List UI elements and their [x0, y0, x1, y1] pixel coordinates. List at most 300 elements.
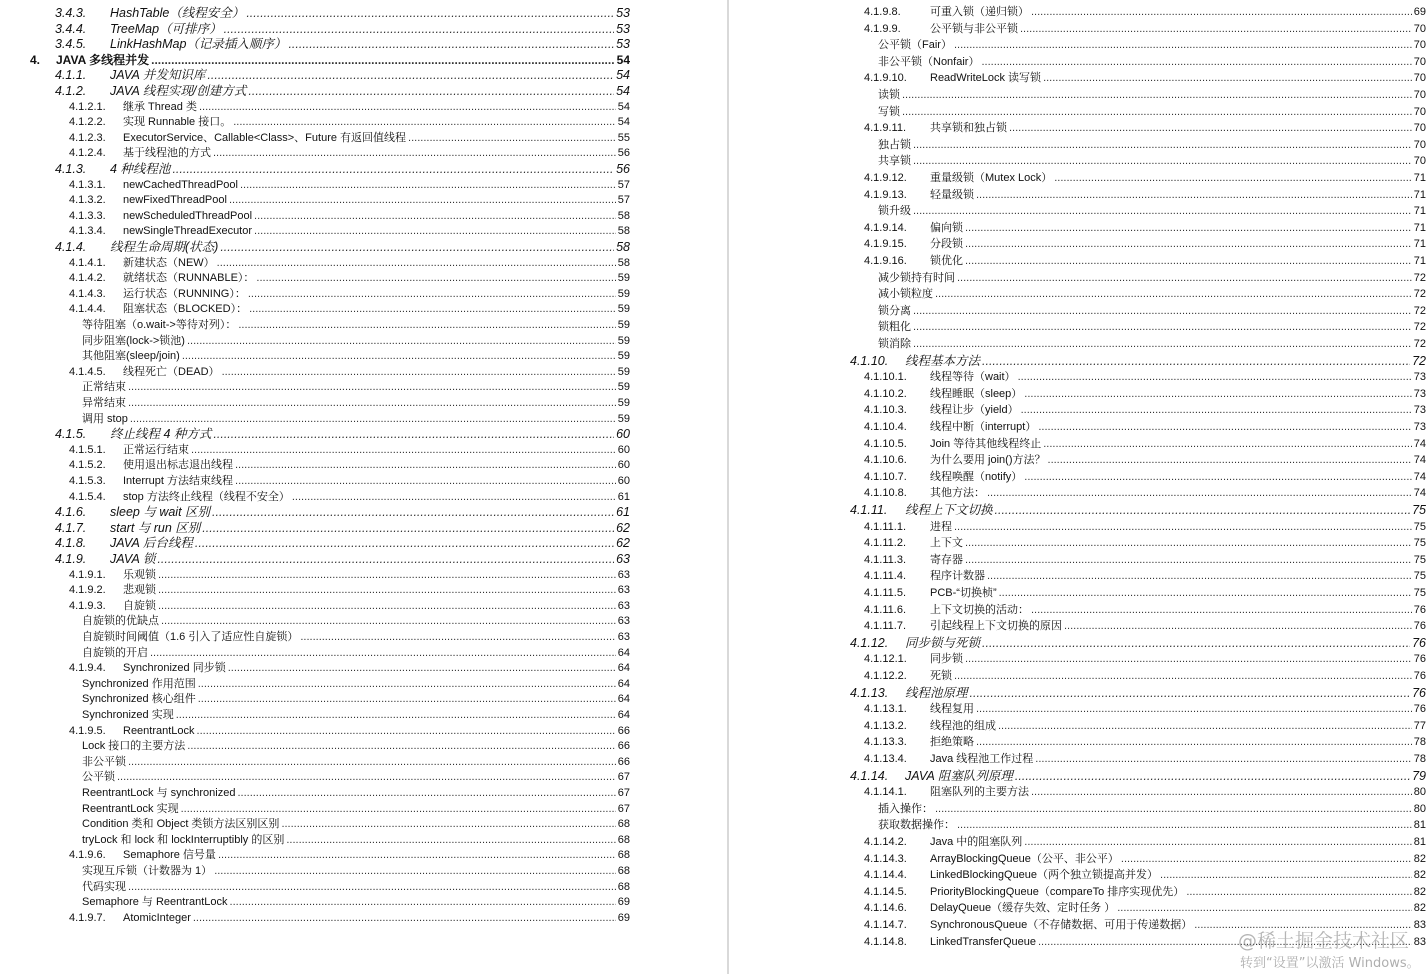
- toc-leader-dots: [248, 84, 614, 98]
- toc-entry[interactable]: [55, 22, 630, 36]
- toc-leader-dots: [987, 486, 1412, 500]
- toc-leader-dots: [158, 599, 616, 613]
- toc-entry-number: 4.1.2.3.: [69, 131, 106, 144]
- toc-entry-page: 59: [617, 397, 630, 409]
- toc-entry-number: 4.1.11.: [850, 503, 888, 517]
- toc-entry-page: 75: [1413, 570, 1426, 583]
- toc-entry[interactable]: [864, 586, 1426, 600]
- toc-entry-title: TreeMap（可排序）: [110, 21, 222, 36]
- toc-entry[interactable]: [82, 802, 630, 816]
- toc-entry-number: 4.1.9.7.: [69, 911, 106, 924]
- toc-entry-title: 自旋锁的优缺点: [82, 615, 159, 628]
- toc-entry-title: 悲观锁: [123, 584, 156, 597]
- toc-entry[interactable]: [864, 852, 1426, 866]
- toc-leader-dots: [254, 209, 616, 223]
- toc-entry-number: 4.1.9.4.: [69, 662, 106, 675]
- toc-entry[interactable]: [864, 735, 1426, 749]
- toc-leader-dots: [229, 193, 616, 207]
- toc-entry[interactable]: [864, 885, 1426, 899]
- toc-entry-number: 4.1.9.9.: [864, 22, 901, 35]
- toc-entry[interactable]: [864, 420, 1426, 434]
- toc-leader-dots: [1043, 71, 1412, 85]
- toc-entry-number: 4.1.4.5.: [69, 365, 106, 378]
- toc-entry[interactable]: [82, 646, 630, 660]
- toc-entry[interactable]: [864, 470, 1426, 484]
- toc-entry[interactable]: [55, 162, 630, 176]
- toc-entry-title: LinkedTransferQueue: [930, 935, 1036, 948]
- toc-entry-title: 死锁: [930, 670, 952, 682]
- toc-entry-page: 70: [1413, 22, 1426, 35]
- toc-entry[interactable]: [69, 224, 630, 238]
- toc-entry[interactable]: [878, 337, 1426, 351]
- toc-entry[interactable]: [69, 115, 630, 129]
- toc-entry[interactable]: [82, 630, 630, 644]
- toc-entry[interactable]: [864, 121, 1426, 135]
- toc-leader-dots: [1043, 437, 1412, 451]
- toc-entry-page: 59: [617, 272, 630, 285]
- toc-entry-number: 4.1.12.: [850, 635, 889, 650]
- toc-entry-title: 运行状态（RUNNING）：: [123, 287, 246, 300]
- toc-entry[interactable]: [864, 520, 1426, 534]
- toc-entry-number: 3.4.5.: [55, 37, 87, 52]
- toc-entry-number: 4.1.12.1.: [864, 653, 907, 666]
- toc-entry[interactable]: [878, 204, 1426, 218]
- toc-entry[interactable]: [55, 536, 630, 550]
- toc-entry[interactable]: [69, 911, 630, 925]
- toc-entry-page: 74: [1413, 454, 1426, 467]
- toc-entry-title: newSingleThreadExecutor: [123, 225, 253, 238]
- toc-entry[interactable]: [850, 503, 1426, 517]
- toc-entry-page: 59: [617, 303, 630, 316]
- toc-entry-page: 72: [1413, 271, 1426, 284]
- toc-leader-dots: [981, 55, 1411, 69]
- toc-entry-title: 正常结束: [82, 381, 126, 394]
- toc-leader-dots: [1048, 453, 1412, 467]
- toc-entry-title: 减小锁粒度: [878, 288, 933, 301]
- toc-entry[interactable]: [878, 818, 1426, 832]
- toc-entry[interactable]: [69, 131, 630, 145]
- toc-entry-page: 79: [1412, 768, 1426, 783]
- toc-leader-dots: [182, 349, 616, 363]
- toc-entry-page: 82: [1413, 852, 1426, 865]
- toc-entry[interactable]: [864, 221, 1426, 235]
- toc-leader-dots: [161, 614, 616, 628]
- toc-leader-dots: [181, 802, 616, 816]
- toc-entry[interactable]: [864, 536, 1426, 550]
- toc-entry-number: 4.1.4.4.: [69, 303, 106, 316]
- toc-entry-number: 4.1.14.6.: [864, 902, 907, 915]
- toc-leader-dots: [240, 178, 616, 192]
- toc-entry[interactable]: [864, 835, 1426, 849]
- toc-entry[interactable]: [864, 569, 1426, 583]
- toc-leader-dots: [195, 536, 614, 550]
- toc-leader-dots: [1186, 885, 1411, 899]
- toc-entry-title: 等待阻塞（o.wait->等待对列）：: [82, 319, 237, 331]
- toc-entry[interactable]: [82, 817, 630, 831]
- toc-entry[interactable]: [878, 802, 1426, 816]
- toc-entry-page: 60: [617, 459, 630, 472]
- toc-entry[interactable]: [69, 848, 630, 862]
- toc-entry-number: 4.1.11.7.: [864, 620, 906, 633]
- toc-entry[interactable]: [82, 880, 630, 894]
- toc-leader-dots: [193, 911, 616, 925]
- toc-entry-number: 4.1.11.3.: [864, 553, 906, 566]
- toc-leader-dots: [965, 254, 1412, 268]
- toc-entry[interactable]: [864, 486, 1426, 500]
- toc-entry-page: 58: [617, 225, 630, 238]
- toc-entry[interactable]: [69, 458, 630, 472]
- toc-entry[interactable]: [55, 68, 630, 82]
- toc-leader-dots: [187, 334, 616, 348]
- toc-entry-page: 54: [616, 68, 630, 83]
- toc-entry-page: 63: [617, 584, 630, 597]
- toc-entry-title: 锁升级: [878, 205, 911, 218]
- toc-entry[interactable]: [864, 5, 1426, 19]
- toc-entry[interactable]: [82, 895, 630, 909]
- toc-entry[interactable]: [82, 677, 630, 691]
- toc-entry[interactable]: [69, 209, 630, 223]
- toc-entry[interactable]: [55, 240, 630, 254]
- toc-entry-number: 4.1.11.1.: [864, 520, 906, 533]
- toc-leader-dots: [230, 895, 616, 909]
- toc-entry-title: 终止线程 4 种方式: [110, 427, 212, 442]
- toc-entry[interactable]: [82, 412, 630, 426]
- toc-entry[interactable]: [69, 271, 630, 285]
- toc-entry[interactable]: [82, 708, 630, 722]
- toc-entry-number: 4.1.14.1.: [864, 786, 907, 799]
- toc-entry[interactable]: [69, 100, 630, 114]
- toc-entry-page: 53: [616, 21, 630, 36]
- toc-leader-dots: [233, 115, 616, 129]
- toc-leader-dots: [198, 692, 616, 706]
- toc-leader-dots: [207, 68, 614, 82]
- toc-entry-number: 4.1.9.2.: [69, 584, 106, 597]
- toc-entry[interactable]: [69, 193, 630, 207]
- toc-entry[interactable]: [864, 752, 1426, 766]
- toc-entry-number: 4.1.9.11.: [864, 122, 906, 135]
- toc-leader-dots: [982, 354, 1410, 368]
- toc-entry-page: 75: [1412, 503, 1426, 517]
- toc-entry-number: 4.1.10.: [850, 353, 889, 368]
- toc-entry[interactable]: [82, 614, 630, 628]
- toc-leader-dots: [281, 817, 615, 831]
- toc-entry-page: 68: [617, 849, 630, 862]
- toc-entry[interactable]: [69, 365, 630, 379]
- toc-entry-page: 75: [1413, 537, 1426, 550]
- toc-leader-dots: [198, 677, 616, 691]
- toc-entry[interactable]: [69, 178, 630, 192]
- toc-entry-title: Condition 类和 Object 类锁方法区别区别: [82, 818, 280, 831]
- toc-entry-number: 4.1.10.6.: [864, 454, 907, 467]
- toc-entry[interactable]: [82, 692, 630, 706]
- toc-entry-title: 同步阻塞(lock->锁池): [82, 334, 185, 347]
- toc-leader-dots: [965, 237, 1412, 251]
- toc-entry[interactable]: [82, 864, 630, 878]
- toc-entry-page: 64: [617, 646, 630, 659]
- toc-entry-page: 55: [617, 131, 630, 144]
- toc-entry[interactable]: [864, 702, 1426, 716]
- toc-entry[interactable]: [69, 599, 630, 613]
- toc-entry-page: 70: [1413, 72, 1426, 85]
- toc-entry[interactable]: [69, 661, 630, 675]
- toc-entry[interactable]: [864, 71, 1426, 85]
- toc-entry-number: 4.1.14.5.: [864, 885, 907, 898]
- toc-entry[interactable]: [69, 287, 630, 301]
- toc-entry-title: newCachedThreadPool: [123, 178, 238, 191]
- toc-leader-dots: [288, 37, 614, 51]
- toc-entry[interactable]: [864, 403, 1426, 417]
- toc-entry-title: ExecutorService、Callable<Class>、Future 有返回值线程: [123, 131, 407, 144]
- toc-entry-number: 4.1.2.: [55, 84, 87, 98]
- toc-leader-dots: [976, 188, 1412, 202]
- toc-leader-dots: [235, 458, 616, 472]
- toc-entry-number: 4.1.10.5.: [864, 437, 907, 450]
- toc-entry[interactable]: [864, 171, 1426, 185]
- toc-leader-dots: [157, 552, 614, 566]
- toc-entry[interactable]: [55, 552, 630, 566]
- toc-entry-number: 4.1.13.: [850, 685, 889, 700]
- toc-entry-title: 线程中断（interrupt）: [930, 421, 1037, 433]
- toc-entry-title: PriorityBlockingQueue（compareTo 排序实现优先）: [930, 885, 1185, 898]
- toc-leader-dots: [117, 770, 616, 784]
- toc-leader-dots: [1031, 603, 1412, 617]
- toc-leader-dots: [1117, 901, 1412, 915]
- toc-entry[interactable]: [55, 6, 630, 20]
- toc-entry-number: 4.1.9.5.: [69, 724, 106, 737]
- toc-entry[interactable]: [82, 755, 630, 769]
- toc-entry-number: 4.1.8.: [55, 536, 87, 551]
- toc-entry-title: 独占锁: [878, 138, 911, 151]
- toc-entry-page: 63: [617, 568, 630, 581]
- toc-entry[interactable]: [82, 334, 630, 348]
- toc-entry[interactable]: [82, 380, 630, 394]
- toc-entry[interactable]: [864, 785, 1426, 799]
- toc-entry[interactable]: [69, 302, 630, 316]
- toc-leader-dots: [913, 138, 1412, 152]
- toc-leader-dots: [213, 427, 614, 441]
- toc-entry-page: 60: [617, 475, 630, 487]
- toc-entry-title: Join 等待其他线程终止: [930, 437, 1042, 450]
- toc-entry-page: 59: [617, 334, 630, 347]
- toc-entry[interactable]: [864, 437, 1426, 451]
- toc-entry[interactable]: [82, 833, 630, 847]
- toc-entry-title: 其他方法：: [930, 487, 985, 500]
- toc-leader-dots: [249, 302, 616, 316]
- toc-entry[interactable]: [69, 474, 630, 488]
- toc-entry[interactable]: [878, 154, 1426, 168]
- toc-leader-dots: [130, 412, 616, 426]
- toc-entry-title: SynchronousQueue（不存储数据、可用于传递数据）: [930, 919, 1193, 931]
- toc-entry-page: 57: [617, 178, 630, 191]
- toc-entry[interactable]: [864, 553, 1426, 567]
- toc-entry[interactable]: [864, 619, 1426, 633]
- toc-entry[interactable]: [864, 453, 1426, 467]
- toc-entry-number: 4.1.9.1.: [69, 568, 106, 581]
- toc-entry-title: 线程基本方法: [905, 353, 981, 368]
- toc-leader-dots: [191, 443, 616, 457]
- toc-entry[interactable]: [864, 387, 1426, 401]
- toc-entry[interactable]: [864, 254, 1426, 268]
- toc-entry[interactable]: [69, 146, 630, 160]
- toc-entry[interactable]: [82, 786, 630, 800]
- toc-entry-number: 4.1.9.3.: [69, 599, 106, 612]
- toc-entry[interactable]: [82, 396, 630, 410]
- toc-entry-number: 3.4.4.: [55, 21, 87, 36]
- toc-entry[interactable]: [55, 427, 630, 441]
- toc-entry-page: 70: [1413, 105, 1426, 118]
- toc-entry-page: 62: [616, 520, 630, 535]
- toc-leader-dots: [197, 724, 616, 738]
- toc-entry-number: 4.1.2.1.: [69, 100, 106, 113]
- toc-entry-number: 4.1.10.7.: [864, 470, 907, 483]
- toc-entry[interactable]: [864, 188, 1426, 202]
- toc-entry[interactable]: [864, 901, 1426, 915]
- toc-entry[interactable]: [82, 318, 630, 332]
- toc-entry-title: 其他阻塞(sleep/join): [82, 350, 180, 363]
- toc-leader-dots: [222, 365, 616, 379]
- toc-entry-page: 66: [617, 724, 630, 737]
- toc-entry-page: 59: [617, 350, 630, 363]
- toc-entry-page: 58: [617, 256, 630, 269]
- toc-entry-title: LinkedBlockingQueue（两个独立锁提高并发）: [930, 869, 1159, 882]
- toc-entry-number: 3.4.3.: [55, 6, 87, 20]
- toc-leader-dots: [176, 708, 616, 722]
- toc-entry[interactable]: [850, 769, 1426, 783]
- toc-entry-title: 为什么要用 join()方法？: [930, 454, 1046, 467]
- toc-entry[interactable]: [878, 55, 1426, 69]
- toc-leader-dots: [238, 318, 615, 332]
- toc-entry-title: start 与 run 区别: [110, 520, 201, 535]
- toc-entry[interactable]: [864, 22, 1426, 36]
- toc-entry-page: 59: [617, 287, 630, 300]
- toc-entry-number: 4.1.9.15.: [864, 238, 907, 251]
- toc-entry[interactable]: [69, 443, 630, 457]
- toc-entry[interactable]: [82, 349, 630, 363]
- toc-leader-dots: [913, 320, 1412, 334]
- toc-entry-number: 4.1.2.2.: [69, 116, 106, 129]
- toc-entry[interactable]: [864, 719, 1426, 733]
- toc-entry[interactable]: [878, 320, 1426, 334]
- toc-entry[interactable]: [878, 105, 1426, 119]
- toc-entry-page: 68: [617, 818, 630, 831]
- toc-entry[interactable]: [69, 490, 630, 504]
- toc-entry-title: JAVA 线程实现/创建方式: [110, 84, 247, 98]
- toc-entry-title: tryLock 和 lock 和 lockInterruptibly 的区别: [82, 833, 285, 846]
- toc-leader-dots: [913, 154, 1412, 168]
- toc-entry-title: 公平锁（Fair）: [878, 39, 952, 52]
- toc-leader-dots: [965, 221, 1412, 235]
- toc-leader-dots: [957, 818, 1412, 832]
- toc-entry-number: 4.1.14.8.: [864, 935, 907, 948]
- toc-entry[interactable]: [850, 636, 1426, 650]
- toc-entry-page: 78: [1413, 736, 1426, 749]
- toc-entry-page: 57: [617, 194, 630, 207]
- toc-entry[interactable]: [69, 256, 630, 270]
- toc-entry[interactable]: [69, 568, 630, 582]
- toc-entry-number: 4.1.4.1.: [69, 256, 106, 269]
- toc-entry-title: 正常运行结束: [123, 443, 189, 456]
- toc-leader-dots: [300, 630, 615, 644]
- toc-entry[interactable]: [30, 53, 630, 67]
- toc-entry-number: 4.1.9.10.: [864, 72, 907, 85]
- toc-leader-dots: [976, 735, 1412, 749]
- toc-entry[interactable]: [55, 84, 630, 98]
- toc-entry-title: 阻塞队列的主要方法: [930, 786, 1029, 799]
- toc-leader-dots: [292, 490, 616, 504]
- toc-leader-dots: [1054, 171, 1412, 185]
- toc-entry[interactable]: [878, 271, 1426, 285]
- toc-entry-title: AtomicInteger: [123, 911, 191, 924]
- toc-leader-dots: [235, 474, 616, 488]
- toc-entry[interactable]: [55, 521, 630, 535]
- toc-entry-number: 4.1.5.2.: [69, 459, 106, 472]
- toc-entry-title: 锁分离: [878, 304, 911, 317]
- toc-entry[interactable]: [82, 770, 630, 784]
- toc-entry-title: Synchronized 同步锁: [123, 662, 226, 675]
- toc-entry[interactable]: [55, 37, 630, 51]
- toc-leader-dots: [286, 833, 615, 847]
- toc-entry[interactable]: [864, 370, 1426, 384]
- toc-entry-title: Semaphore 信号量: [123, 849, 216, 862]
- toc-entry-page: 64: [617, 662, 630, 675]
- toc-entry[interactable]: [864, 237, 1426, 251]
- toc-leader-dots: [965, 652, 1412, 666]
- toc-entry[interactable]: [82, 739, 630, 753]
- toc-entry[interactable]: [864, 669, 1426, 683]
- toc-entry[interactable]: [878, 287, 1426, 301]
- toc-entry-title: 乐观锁: [123, 568, 156, 581]
- toc-entry[interactable]: [878, 38, 1426, 52]
- toc-entry[interactable]: [55, 505, 630, 519]
- toc-entry[interactable]: [878, 304, 1426, 318]
- toc-entry[interactable]: [69, 583, 630, 597]
- toc-entry-title: Synchronized 实现: [82, 709, 174, 721]
- toc-entry-page: 54: [617, 100, 630, 113]
- toc-entry[interactable]: [864, 603, 1426, 617]
- toc-entry-page: 72: [1413, 288, 1426, 301]
- toc-entry[interactable]: [850, 686, 1426, 700]
- toc-entry[interactable]: [878, 88, 1426, 102]
- toc-entry-title: 锁粗化: [878, 321, 911, 334]
- toc-leader-dots: [213, 146, 616, 160]
- toc-entry-page: 74: [1413, 487, 1426, 500]
- toc-entry-page: 83: [1413, 919, 1426, 931]
- toc-entry-page: 75: [1413, 553, 1426, 566]
- toc-leader-dots: [1024, 835, 1411, 849]
- toc-leader-dots: [935, 287, 1412, 301]
- toc-leader-dots: [987, 569, 1412, 583]
- toc-entry[interactable]: [850, 354, 1426, 368]
- toc-entry-title: 线程死亡（DEAD）: [123, 365, 220, 378]
- toc-entry-page: 73: [1413, 371, 1426, 384]
- toc-entry[interactable]: [864, 652, 1426, 666]
- toc-leader-dots: [218, 848, 616, 862]
- toc-entry[interactable]: [878, 138, 1426, 152]
- toc-entry-page: 69: [1413, 6, 1426, 18]
- toc-entry-title: Lock 接口的主要方法: [82, 740, 186, 753]
- toc-entry-title: ReentrantLock 实现: [82, 802, 179, 815]
- toc-entry[interactable]: [864, 868, 1426, 882]
- toc-leader-dots: [976, 702, 1412, 716]
- toc-entry-page: 64: [617, 693, 630, 706]
- toc-entry-page: 58: [616, 240, 630, 254]
- toc-entry-number: 4.1.10.1.: [864, 371, 907, 384]
- toc-entry-page: 60: [617, 443, 630, 456]
- toc-entry-page: 68: [617, 880, 630, 893]
- toc-entry-title: 共享锁: [878, 155, 911, 168]
- toc-entry-title: JAVA 多线程并发: [56, 52, 150, 67]
- toc-entry[interactable]: [69, 724, 630, 738]
